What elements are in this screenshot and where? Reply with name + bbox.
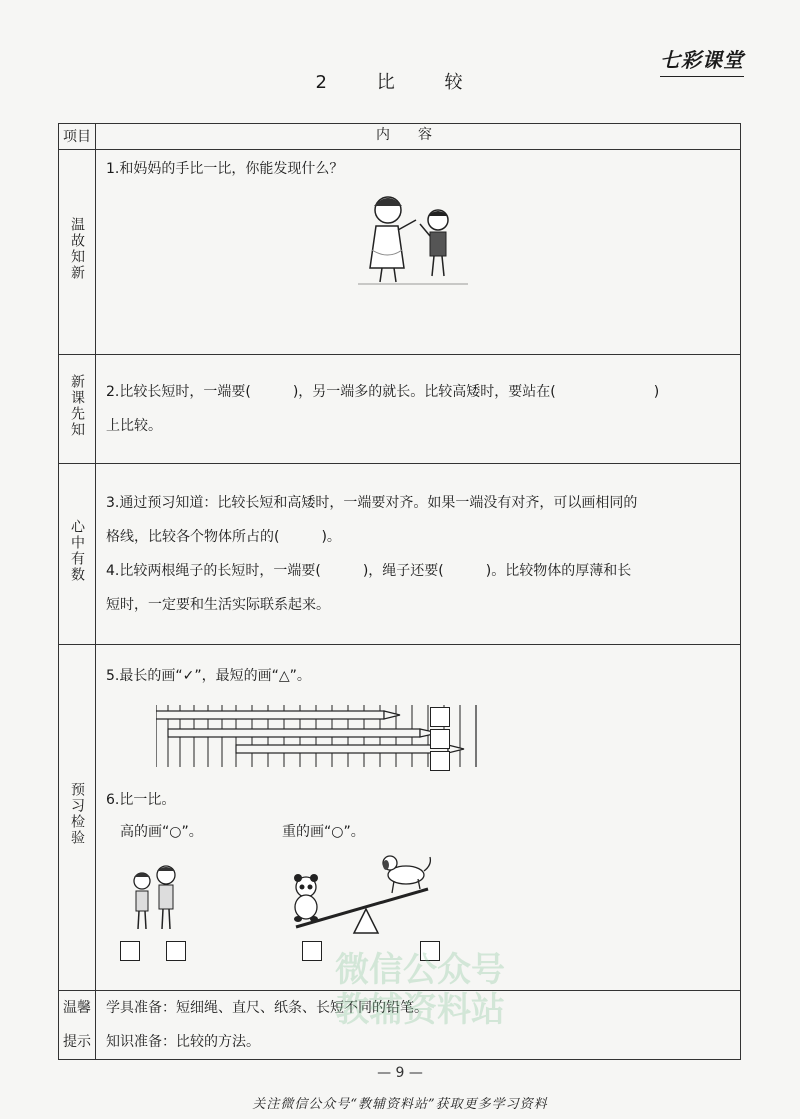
panda-dog-seesaw-illustration (288, 845, 438, 935)
answer-box-pencil-2[interactable] (430, 729, 450, 749)
page-title: 2 比 较 (315, 72, 485, 93)
section-label-know: 心中有数 (59, 464, 96, 645)
answer-box-tall-2[interactable] (166, 941, 186, 961)
question-6-tall: 高的画“○”。 (120, 824, 203, 840)
section-label-new-lesson: 新课先知 (59, 355, 96, 464)
header-item: 项目 (59, 124, 96, 150)
two-boys-illustration (126, 863, 186, 935)
question-3-line-1: 3.通过预习知道：比较长短和高矮时，一端要对齐。如果一端没有对齐，可以画相同的 (106, 495, 638, 511)
answer-box-pencil-1[interactable] (430, 707, 450, 727)
header-content: 内容 (96, 124, 741, 150)
watermark: 微信公众号 教辅资料站 (335, 950, 505, 1030)
tip-supplies: 学具准备：短细绳、直尺、纸条、长短不同的铅笔。 (106, 1000, 428, 1016)
question-6: 6.比一比。 (106, 792, 176, 808)
question-3-line-2: 格线，比较各个物体所占的( )。 (106, 529, 341, 545)
section-review (96, 150, 741, 355)
bottom-note: 关注微信公众号“教辅资料站”获取更多学习资料 (252, 1097, 548, 1112)
section-label-review: 温故知新 (59, 150, 96, 355)
question-5: 5.最长的画“✓”，最短的画“△”。 (106, 668, 311, 684)
question-1: 1.和妈妈的手比一比，你能发现什么？ (106, 161, 344, 177)
question-2-line-1: 2.比较长短时，一端要( )，另一端多的就长。比较高矮时，要站在( ) (106, 384, 660, 400)
answer-box-tall-1[interactable] (120, 941, 140, 961)
answer-box-pencil-3[interactable] (430, 751, 450, 771)
section-label-check: 预习检验 (59, 645, 96, 991)
section-know (96, 464, 741, 645)
mother-child-hands-illustration (358, 190, 470, 286)
question-4-line-1: 4.比较两根绳子的长短时，一端要( )，绳子还要( )。比较物体的厚薄和长 (106, 563, 632, 579)
section-label-tips: 温馨 提示 (59, 991, 96, 1060)
section-check (96, 645, 741, 991)
lesson-table (58, 123, 741, 1060)
page-number: — 9 — (377, 1065, 423, 1081)
section-new-lesson (96, 355, 741, 464)
tip-knowledge: 知识准备：比较的方法。 (106, 1034, 260, 1050)
question-2-line-2: 上比较。 (106, 418, 162, 434)
question-4-line-2: 短时，一定要和生活实际联系起来。 (106, 597, 330, 613)
question-6-heavy: 重的画“○”。 (282, 824, 365, 840)
brand-logo: 七彩课堂 (660, 44, 744, 73)
